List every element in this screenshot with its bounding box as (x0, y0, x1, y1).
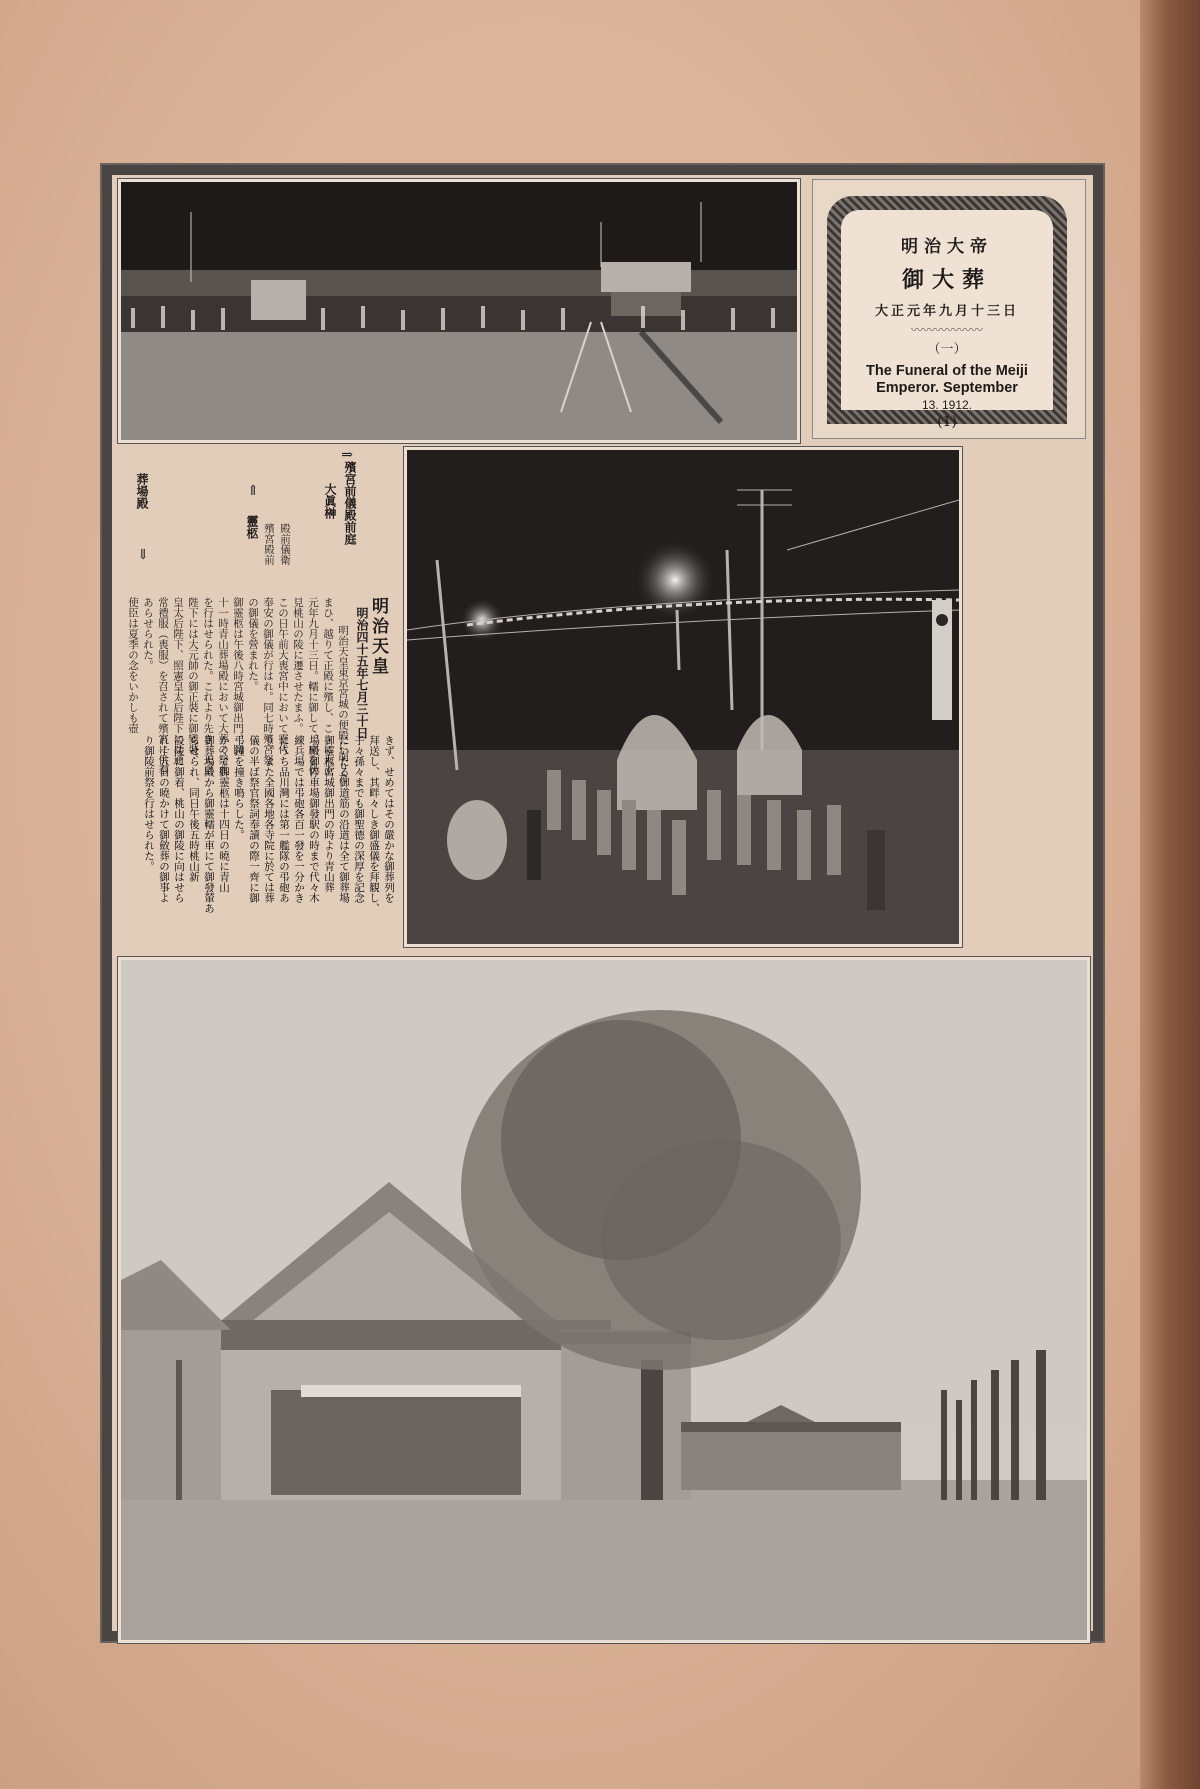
article-column: の御儀を營まれた。 (247, 597, 259, 692)
article-column: れ十五日の曉かけて御斂葬の御事よ (158, 735, 170, 903)
diagram-label-bottom: 葬場殿 (135, 473, 149, 509)
article-column: 元年九月十三日。轜に御して、座を伏 (307, 597, 319, 776)
article-column: 御靈柩宮城御出門の時より青山葬 (323, 735, 335, 893)
article-column: らせられ、同日午後五時桃山新 (188, 735, 200, 882)
article-column: 練兵場では弔砲各百一發を一分かき (293, 735, 305, 903)
title-english-line1: The Funeral of the Meiji (866, 363, 1028, 379)
title-english-date: 13. 1912. (921, 398, 973, 412)
article-column: まひ、越りて正殿に殯し、こゝに大正 (322, 597, 334, 776)
photo-funeral-hall (118, 957, 1090, 1643)
article-column: 設陵に御着、桃山の御陵に向はせら (173, 735, 185, 903)
diagram-label-mid-1: 靈柩 (245, 515, 259, 539)
diagram-label-mid-3: 殿前儀衛 (279, 523, 291, 565)
article-continuation (117, 735, 399, 955)
title-subject: 明治大帝 (901, 237, 993, 257)
page-frame (100, 163, 1105, 1643)
article-heading: 明治天皇 (368, 597, 388, 677)
article-column: この日午前大喪宮中において靈代 (277, 597, 289, 755)
arrow-up-icon: ⇑ (247, 483, 259, 499)
page-inner (112, 175, 1093, 1631)
article-column: 陛下には大元帥の御正裝に御變裝、 (187, 597, 199, 765)
article-column: 場殿御停車場御發駅の時まで代々木 (308, 735, 320, 903)
article-column: かくて御靈柩は十四日の曉に青山 (218, 735, 230, 893)
article-column: あらせられた。 (142, 597, 154, 671)
title-panel (812, 179, 1086, 439)
article-column: 御靈柩は午後八時宮城御出門、同 (232, 597, 244, 755)
article-column: にいたる御道筋の沿道は全て御葬場 (338, 735, 350, 903)
article-column: 儀の半ば祭官祭詞奉讀の際一齊に御 (248, 735, 260, 903)
article-column: 御葬場殿から御靈轜が車にて御發輦あ (203, 735, 215, 914)
article-column: り。また全國各地各寺院に於ては葬 (263, 735, 275, 903)
article-column: 使臣は夏季の念をいかしも壺 (127, 597, 139, 734)
title-number-jp: （一） (927, 342, 967, 357)
article-column: 常禮服（喪服）を召されて殯宮に供奉 (157, 597, 169, 776)
arrow-right-icon: ⇒ (341, 447, 353, 463)
article-column: を行はせられた。これより先き、天皇 (202, 597, 214, 776)
article-column: 皇太后陛下、照憲皇太后陛下には通 (172, 597, 184, 765)
article-column: 見桃山の陵に遷させたまふ。 (292, 597, 304, 734)
title-cartouche (827, 196, 1067, 430)
article-column: きず、せめてはその嚴かな御葬列を (383, 735, 395, 903)
title-main: 御大葬 (901, 267, 992, 293)
photo-night-ceremony (118, 179, 800, 443)
book-spine-shadow (1140, 0, 1200, 1789)
article-date-line: 明治四十五年七月三十日 (355, 607, 369, 739)
article-column: 子々孫々までも御聖德の深厚を記念 (353, 735, 365, 903)
diagram-label-top-2: 大眞榊 (323, 483, 337, 519)
article-column: 明治天皇東京宮城の便殿に崩りた (337, 625, 349, 783)
article-column: り御陵前祭を行はせられた。 (143, 735, 155, 872)
article-column: 弔鐘を撞き鳴らした。 (233, 735, 245, 840)
diagram-label-mid-2: 殯宮殿前 (263, 523, 275, 565)
title-date-jp: 大正元年九月十三日 (874, 304, 1019, 319)
title-english-line2: Emperor. September (876, 380, 1018, 396)
article-column: 十一時青山葬場殿において大葬の祭典 (217, 597, 229, 776)
article-column: にうち品川灣には第一艦隊の弔砲あ (278, 735, 290, 903)
article-column: 奉安の御儀が行はれ。同七時殯宮祭 (262, 597, 274, 765)
article-column: 拜送し、其畔々しき御盛儀を拜観し、 (368, 735, 380, 914)
title-cartouche-inner (841, 210, 1053, 430)
arrow-down-icon: ⇓ (137, 547, 149, 563)
diagram-label-top-1: 殯宮前儀殿前庭 (343, 461, 357, 545)
title-wavy-divider: 〰〰〰〰〰〰 (910, 323, 983, 337)
photo-funeral-procession (404, 447, 962, 947)
title-english-number: (1) (937, 414, 957, 430)
